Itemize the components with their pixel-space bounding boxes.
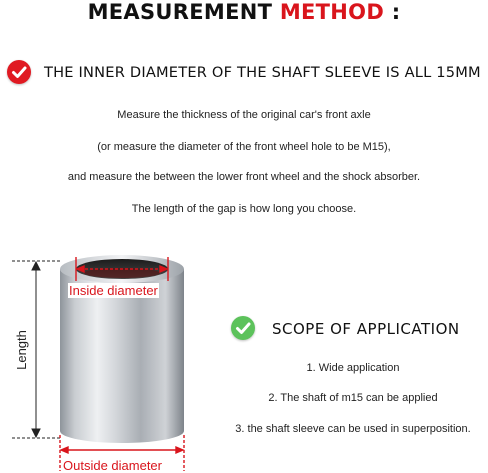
outside-diameter-label: Outside diameter — [63, 458, 162, 473]
page-title — [0, 0, 488, 26]
scope-item-3: 3. the shaft sleeve can be used in superposition. — [235, 423, 471, 435]
sleeve-illustration — [0, 245, 200, 473]
description-line-1: Measure the thickness of the original car's front axle — [117, 109, 371, 121]
inside-diameter-label: Inside diameter — [69, 283, 158, 298]
title-colon: : — [391, 0, 401, 24]
headline: THE INNER DIAMETER OF THE SHAFT SLEEVE IS ALL 15MM — [44, 64, 481, 81]
description-line-4: The length of the gap is how long you choose. — [131, 203, 357, 215]
scope-item-2: 2. The shaft of m15 can be applied — [268, 392, 438, 404]
red-check-icon — [7, 60, 31, 84]
green-check-icon — [231, 316, 255, 340]
length-label: Length — [14, 330, 29, 370]
scope-item-1: 1. Wide application — [306, 362, 400, 374]
title-word-method: METHOD — [279, 0, 385, 24]
description-line-3: and measure the between the lower front wheel and the shock absorber. — [67, 171, 421, 183]
scope-title: SCOPE OF APPLICATION — [272, 320, 460, 338]
description-line-2: (or measure the diameter of the front wheel hole to be M15), — [97, 141, 391, 153]
title-word-measurement: MEASUREMENT — [87, 0, 273, 24]
